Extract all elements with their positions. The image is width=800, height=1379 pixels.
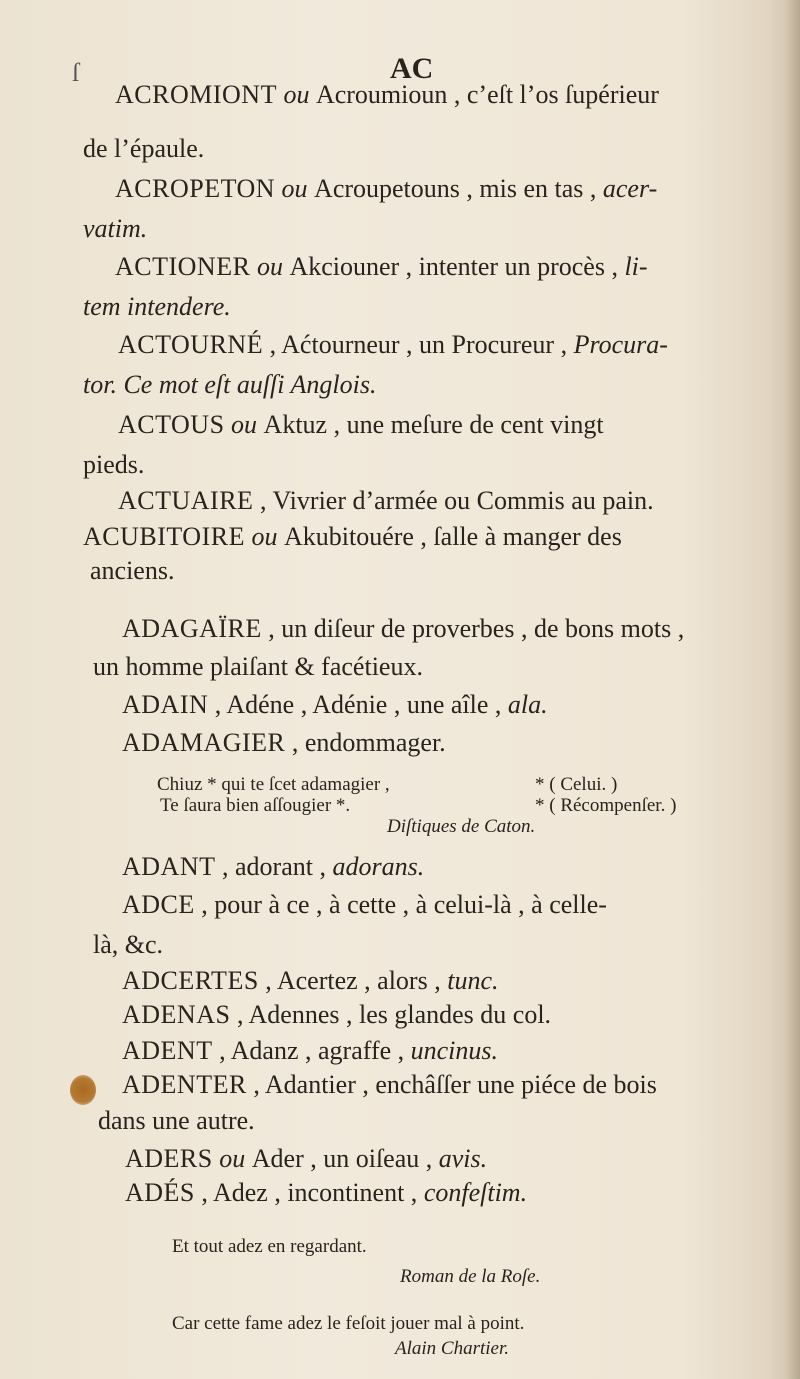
text-line <box>93 930 163 960</box>
text-line <box>125 1178 527 1208</box>
headword: ADENTER <box>122 1070 247 1099</box>
headword: ADENT <box>122 1036 213 1065</box>
text-line <box>122 852 424 882</box>
definition-text: , endommager. <box>285 728 446 757</box>
italic-text: acer- <box>602 174 658 203</box>
text-line <box>115 80 659 110</box>
text-line <box>115 174 657 204</box>
definition-text: , Adantier , enchâſſer une piéce de bois <box>246 1070 657 1099</box>
italic-text: ala. <box>507 690 548 719</box>
headword: ACUBITOIRE <box>83 522 245 551</box>
headword: ADAIN <box>122 690 209 719</box>
headword: ACROMIONT <box>115 80 277 109</box>
text-line <box>125 1144 487 1174</box>
text-line <box>83 134 204 164</box>
definition-text: , pour à ce , à cette , à celui-là , à celle- <box>194 890 607 919</box>
definition-text: Ader , un oiſeau , <box>251 1144 439 1173</box>
italic-text: ou <box>224 410 264 439</box>
definition-text: Aktuz , une meſure de cent vingt <box>263 410 604 439</box>
quotation-line: Chiuz * qui te ſcet adamagier , <box>157 774 390 795</box>
italic-text: vatim. <box>83 214 148 243</box>
text-line <box>83 292 231 322</box>
text-line <box>83 214 147 244</box>
text-line <box>83 370 376 400</box>
text-line <box>122 890 607 920</box>
text-line <box>118 486 654 516</box>
definition-text: , Adéne , Adénie , une aîle , <box>208 690 508 719</box>
text-line <box>122 966 498 996</box>
quotation-line: Et tout adez en regardant. <box>172 1236 367 1257</box>
definition-text: Akciouner , intenter un procès , <box>289 252 625 281</box>
quotation-line: Roman de la Roſe. <box>400 1266 541 1287</box>
definition-text: Acroupetouns , mis en tas , <box>314 174 603 203</box>
quotation-line: Car cette fame adez le feſoit jouer mal à point. <box>172 1313 525 1334</box>
definition-text: pieds. <box>83 450 145 479</box>
paper-stain <box>70 1075 96 1105</box>
headword: ACTIONER <box>115 252 251 281</box>
definition-text: anciens. <box>90 556 175 585</box>
italic-text: avis. <box>438 1144 488 1173</box>
italic-text: ou <box>275 174 315 203</box>
headword: ACTUAIRE <box>118 486 254 515</box>
definition-text: , Adennes , les glandes du col. <box>230 1000 552 1029</box>
margin-mark: ſ <box>72 58 80 87</box>
italic-text: tem intendere. <box>83 292 231 321</box>
definition-text: , un diſeur de proverbes , de bons mots , <box>261 614 685 643</box>
definition-text: , adorant , <box>215 852 333 881</box>
italic-text: ou <box>212 1144 252 1173</box>
italic-text: confeſtim. <box>423 1178 528 1207</box>
headword: ADENAS <box>122 1000 231 1029</box>
definition-text: un homme plaiſant & facétieux. <box>93 652 423 681</box>
definition-text: Akubitouére , ſalle à manger des <box>283 522 622 551</box>
italic-text: ou <box>276 80 316 109</box>
definition-text: , Acertez , alors , <box>258 966 448 995</box>
text-line <box>98 1106 255 1136</box>
text-line <box>122 728 446 758</box>
text-line <box>122 1000 551 1030</box>
headword: ADAGAÏRE <box>122 614 262 643</box>
text-line <box>90 556 174 586</box>
italic-text: ou <box>244 522 284 551</box>
italic-text: tor. Ce mot eſt auſſi Anglois. <box>83 370 377 399</box>
headword: ADAMAGIER <box>122 728 286 757</box>
quotation-line: * ( Celui. ) <box>535 774 618 795</box>
definition-text: , Aćtourneur , un Procureur , <box>263 330 574 359</box>
headword: ADERS <box>125 1144 213 1173</box>
definition-text: , Adez , incontinent , <box>194 1178 424 1207</box>
definition-text: là, &c. <box>93 930 164 959</box>
italic-text: Procura- <box>573 330 668 359</box>
headword: ACTOUS <box>118 410 225 439</box>
italic-text: tunc. <box>447 966 499 995</box>
headword: ADCERTES <box>122 966 259 995</box>
text-line <box>83 522 622 552</box>
quotation-line: * ( Récompenſer. ) <box>535 795 677 816</box>
text-line <box>118 410 604 440</box>
text-line <box>122 1036 498 1066</box>
italic-text: uncinus. <box>410 1036 499 1065</box>
definition-text: , Vivrier d’armée ou Commis au pain. <box>253 486 654 515</box>
definition-text: , Adanz , agraffe , <box>212 1036 411 1065</box>
headword: ADCE <box>122 890 195 919</box>
headword: ACTOURNÉ <box>118 330 264 359</box>
definition-text: de l’épaule. <box>83 134 205 163</box>
italic-text: adorans. <box>332 852 425 881</box>
italic-text: ou <box>250 252 290 281</box>
definition-text: dans une autre. <box>98 1106 255 1135</box>
text-line <box>115 252 648 282</box>
quotation-line: Te ſaura bien aſſougier *. <box>160 795 351 816</box>
text-line <box>93 652 423 682</box>
text-line <box>122 614 684 644</box>
headword: ACROPETON <box>115 174 276 203</box>
headword: ADÉS <box>125 1178 195 1207</box>
page-header: AC <box>390 52 434 85</box>
text-line <box>122 690 548 720</box>
italic-text: li- <box>624 252 648 281</box>
quotation-line: Alain Chartier. <box>395 1338 510 1359</box>
definition-text: Acroumioun , c’eſt l’os ſupérieur <box>315 80 659 109</box>
quotation-line: Diſtiques de Caton. <box>387 816 536 837</box>
text-line <box>122 1070 657 1100</box>
text-line <box>118 330 668 360</box>
headword: ADANT <box>122 852 216 881</box>
page-edge-shadow <box>786 0 800 1379</box>
text-line <box>83 450 144 480</box>
